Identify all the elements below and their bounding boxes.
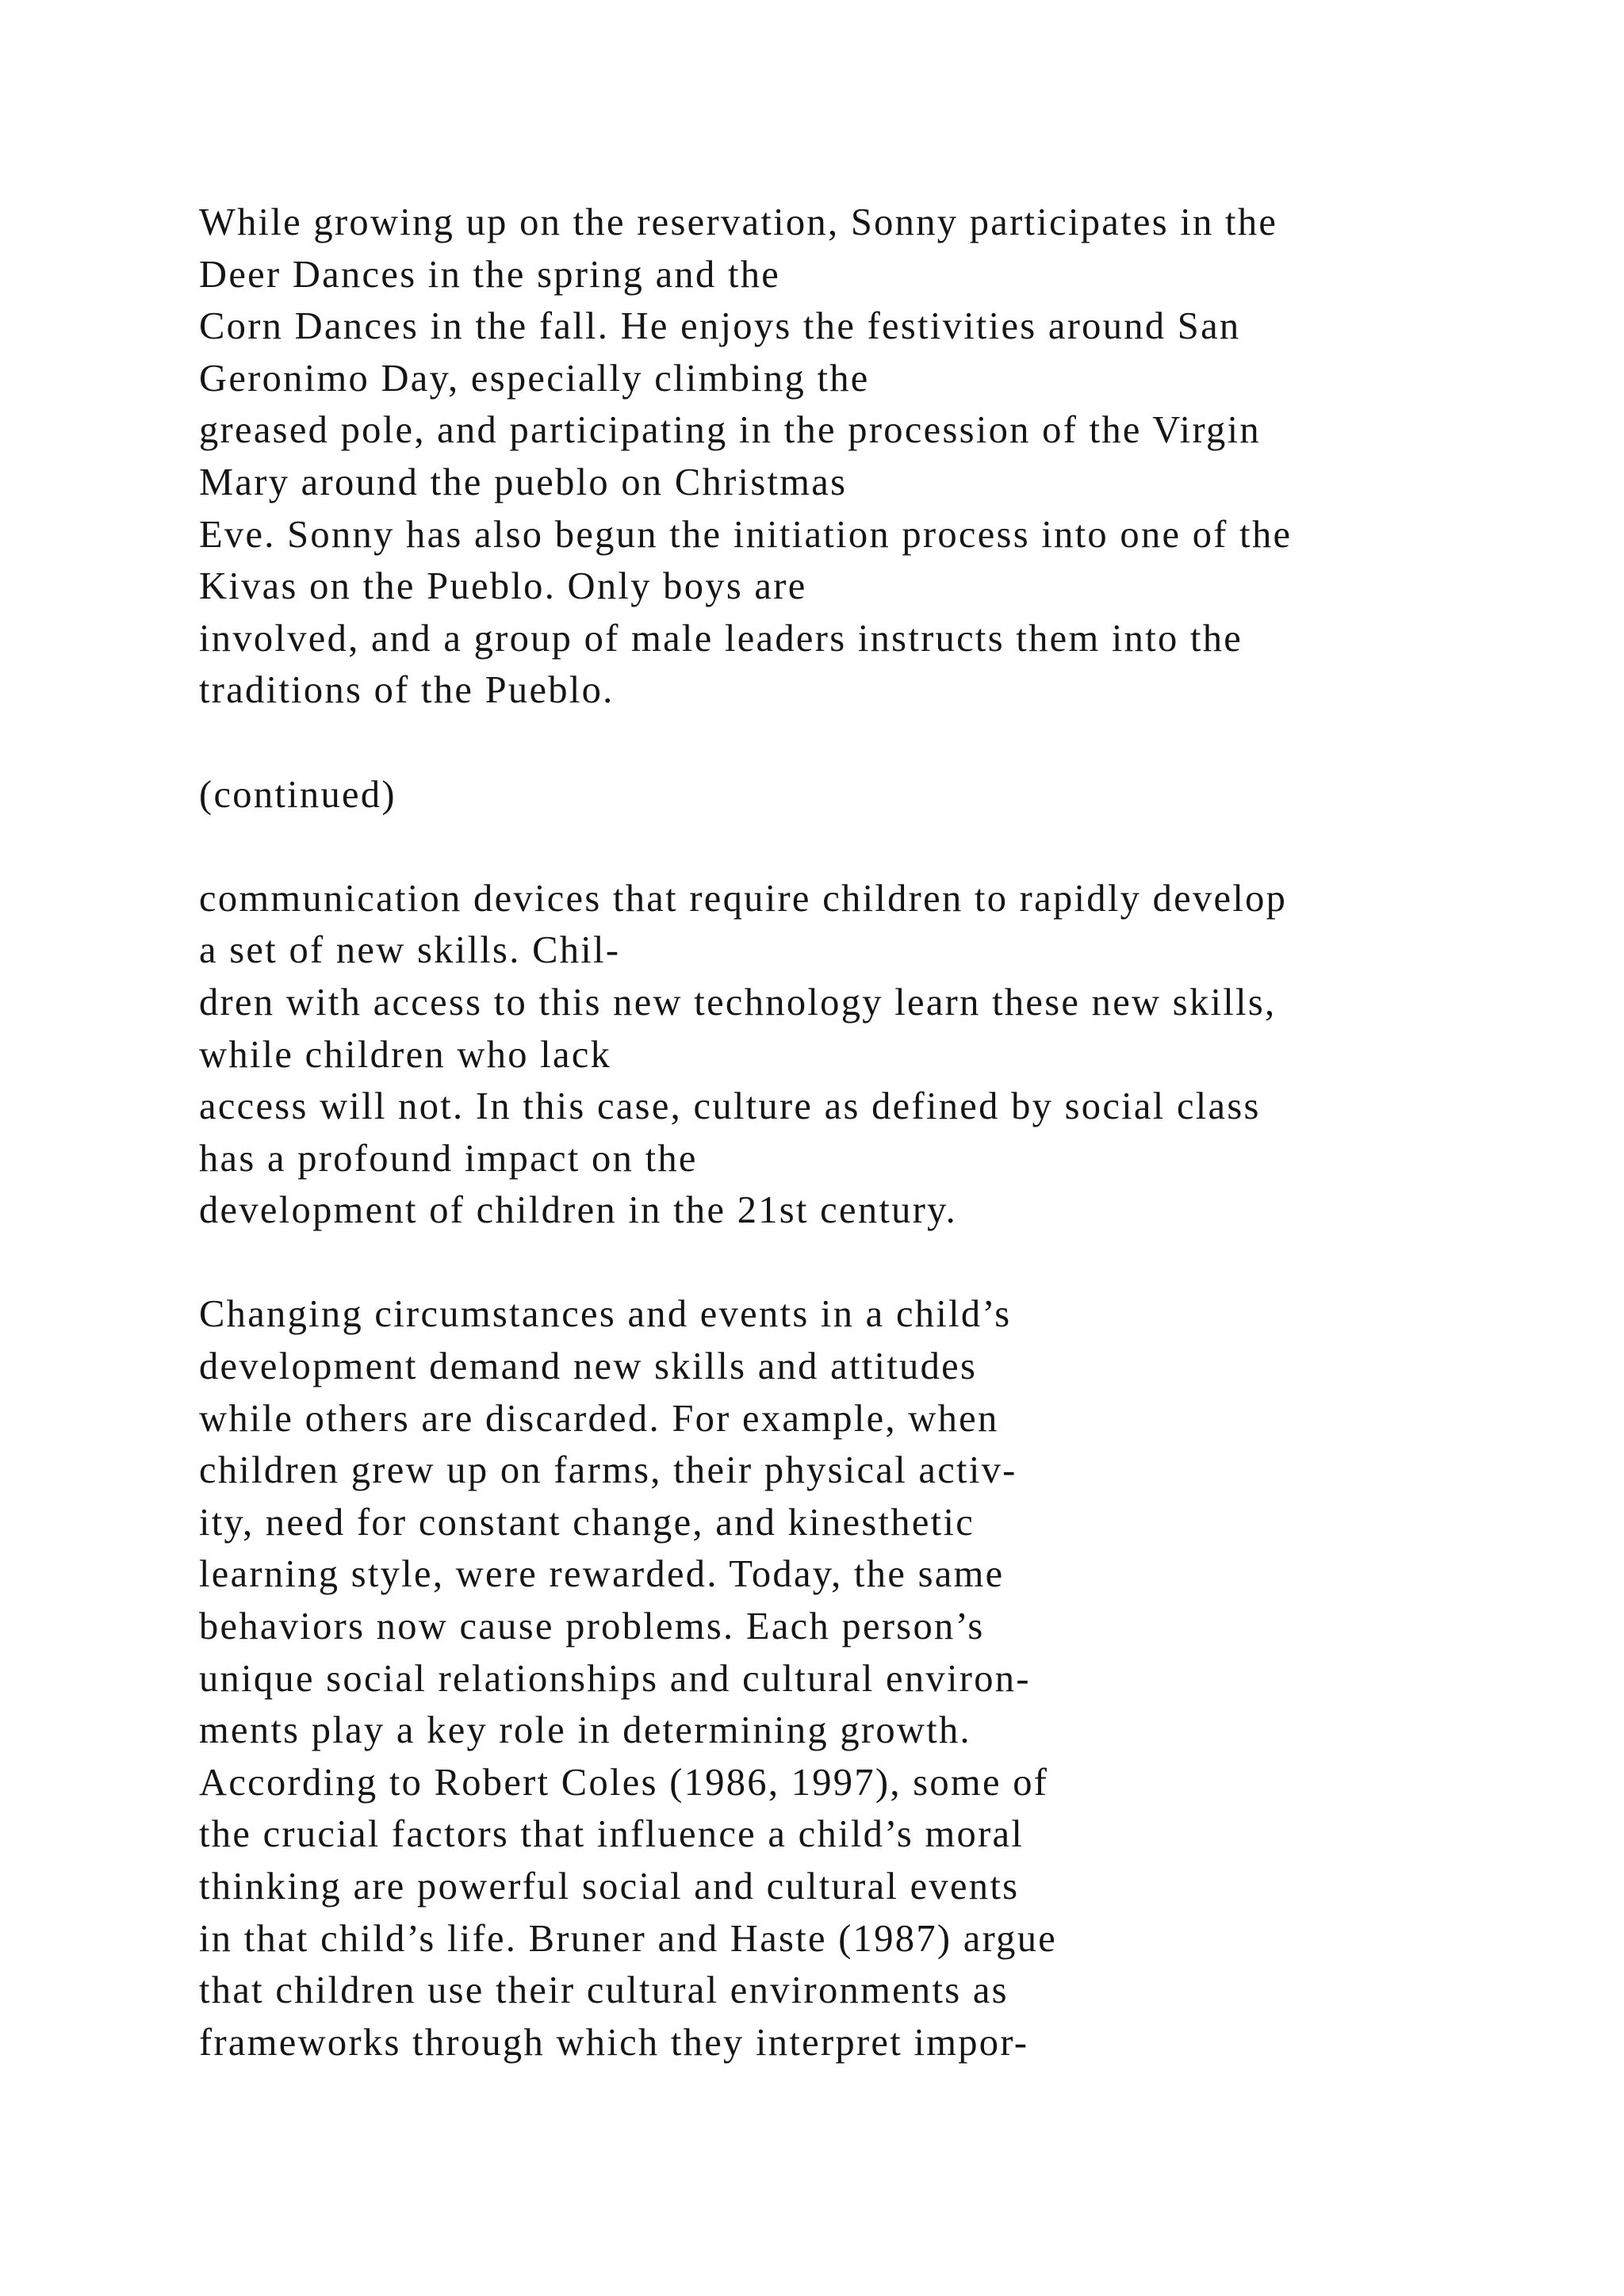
text-line: unique social relationships and cultural environ- xyxy=(199,1657,1031,1700)
text-line: while children who lack xyxy=(199,1033,612,1076)
text-line: ity, need for constant change, and kinesthetic xyxy=(199,1501,975,1544)
text-line: dren with access to this new technology learn these new skills, xyxy=(199,981,1277,1024)
text-line: development of children in the 21st century. xyxy=(199,1189,957,1232)
continued-label: (continued) xyxy=(199,773,396,816)
paragraph-circumstances xyxy=(199,1288,1547,2068)
text-line: Eve. Sonny has also begun the initiation process into one of the xyxy=(199,513,1293,556)
text-line: Deer Dances in the spring and the xyxy=(199,253,781,296)
text-line: has a profound impact on the xyxy=(199,1137,698,1180)
text-line: behaviors now cause problems. Each person’s xyxy=(199,1605,985,1648)
text-line: thinking are powerful social and cultural events xyxy=(199,1866,1020,1908)
text-line: communication devices that require children to rapidly develop xyxy=(199,877,1288,920)
text-line: involved, and a group of male leaders instructs them into the xyxy=(199,617,1243,660)
text-line: in that child’s life. Bruner and Haste (1987) argue xyxy=(199,1917,1058,1960)
text-line: the crucial factors that influence a child’s moral xyxy=(199,1813,1025,1856)
text-line: learning style, were rewarded. Today, the same xyxy=(199,1553,1005,1596)
text-line: traditions of the Pueblo. xyxy=(199,669,615,712)
text-line: While growing up on the reservation, Sonny participates in the xyxy=(199,201,1278,243)
paragraph-spacer xyxy=(199,821,1547,873)
paragraph-technology xyxy=(199,873,1547,1237)
text-line: that children use their cultural environments as xyxy=(199,1969,1009,2012)
text-line: ments play a key role in determining growth. xyxy=(199,1709,971,1752)
text-line: access will not. In this case, culture as defined by social class xyxy=(199,1085,1261,1128)
paragraph-spacer xyxy=(199,717,1547,769)
text-line: Geronimo Day, especially climbing the xyxy=(199,357,870,400)
text-line: development demand new skills and attitudes xyxy=(199,1345,978,1388)
paragraph-spacer xyxy=(199,1237,1547,1289)
text-line: Corn Dances in the fall. He enjoys the festivities around San xyxy=(199,305,1241,348)
text-line: children grew up on farms, their physical activ- xyxy=(199,1449,1017,1492)
text-line: Mary around the pueblo on Christmas xyxy=(199,461,848,503)
paragraph-sonny xyxy=(199,197,1547,717)
document-body xyxy=(199,197,1547,2068)
text-line: Changing circumstances and events in a child’s xyxy=(199,1293,1012,1336)
text-line: a set of new skills. Chil- xyxy=(199,929,621,972)
text-line: frameworks through which they interpret impor- xyxy=(199,2021,1029,2064)
text-line: greased pole, and participating in the procession of the Virgin xyxy=(199,409,1261,452)
text-line: while others are discarded. For example, when xyxy=(199,1397,999,1440)
text-line: According to Robert Coles (1986, 1997), some of xyxy=(199,1761,1049,1804)
text-line: Kivas on the Pueblo. Only boys are xyxy=(199,565,807,608)
